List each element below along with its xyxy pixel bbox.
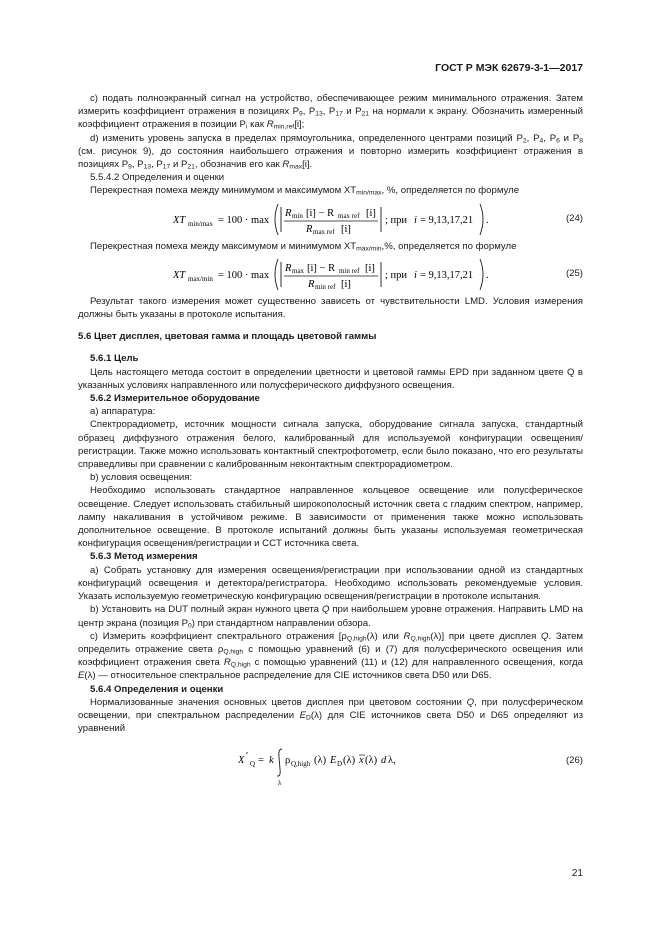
svg-text:Q: Q	[250, 760, 256, 769]
svg-text:min/max: min/max	[188, 219, 213, 228]
paragraph-illumination: Необходимо использовать стандартное направленное кольцевое освещение или полусферическое освещение. Следует использовать стабильный широкополосный источник света с гладким спектром, например, лампу накаливания в устойчивом режиме. В зависимости от применения также можно использовать дополнительное освещение. В протоколе испытаний должны быть указаны используемая геометрическая конфигурация освещения/регистрации и CCT источника света.	[78, 485, 583, 550]
svg-text:R: R	[285, 207, 292, 219]
svg-text:= 100 · max: = 100 · max	[218, 269, 270, 281]
svg-text:; при: ; при	[385, 269, 408, 281]
svg-text:[i] − R: [i] − R	[307, 262, 336, 274]
svg-text:max/min: max/min	[188, 274, 213, 283]
document-header: ГОСТ Р МЭК 62679-3-1—2017	[435, 62, 583, 74]
svg-text:(λ): (λ)	[365, 755, 378, 767]
svg-text:max: max	[292, 266, 305, 275]
svg-text:= 9,13,17,21: = 9,13,17,21	[420, 214, 474, 226]
svg-text:[i]: [i]	[365, 262, 375, 274]
svg-text:(λ): (λ)	[314, 755, 327, 767]
equation-number-24: (24)	[565, 212, 583, 224]
formula-25-expression	[78, 253, 583, 295]
svg-text:(λ): (λ)	[343, 755, 356, 767]
svg-text:[i]: [i]	[341, 223, 351, 235]
heading-5-6-1: 5.6.1 Цель	[90, 353, 139, 365]
item-a-apparatus: а) аппаратура:	[90, 406, 156, 418]
paragraph-5-6-1: Цель настоящего метода состоит в определении цветности и цветовой гаммы EPD при заданном цвете Q в указанных условиях направленного или полусферического диффузного освещения.	[78, 366, 583, 391]
svg-text:[i] − R: [i] − R	[306, 207, 335, 219]
svg-text:.: .	[486, 214, 489, 226]
svg-text:R: R	[308, 278, 315, 290]
equation-number-26: (26)	[565, 755, 583, 767]
method-c: с) Измерить коэффициент спектрального отражения [$\rho_{Q,high}(\lambda)$ или $R_{Q,high}(\lambda)$] при цвете дисплея Q. Затем определить отражение света $\rho_{Q,high}$ с помощью уравнений (6) и (7) для полусферического освещения или коэффициент отражения света $R_{Q,high}$ с помощью уравнений (11) и (12) для направленного освещения, когда E(λ) — относительное спектральное распределение для CIE источников света D50 или D65.	[78, 630, 584, 682]
svg-text:X: X	[238, 755, 245, 767]
section-5542: 5.5.4.2 Определения и оценки	[90, 172, 225, 184]
svg-text:x: x	[359, 755, 364, 767]
heading-5-6: 5.6 Цвет дисплея, цветовая гамма и площадь цветовой гаммы	[78, 331, 377, 343]
svg-text:[i]: [i]	[366, 207, 376, 219]
formula-25	[78, 253, 583, 295]
svg-text:min ref: min ref	[315, 282, 336, 291]
svg-text:λ: λ	[278, 779, 282, 788]
svg-text:max ref: max ref	[313, 227, 335, 236]
formula-26	[78, 735, 583, 787]
svg-text:': '	[246, 751, 248, 763]
svg-text:min: min	[292, 211, 303, 220]
formula-24-expression	[78, 198, 583, 240]
svg-text:R: R	[285, 262, 292, 274]
page-content	[78, 92, 583, 787]
heading-5-6-2: 5.6.2 Измерительное оборудование	[90, 393, 260, 405]
svg-text:λ,: λ,	[388, 755, 396, 767]
svg-text:.: .	[486, 269, 489, 281]
svg-text:d: d	[381, 755, 387, 767]
method-b: b) Установить на DUT полный экран нужного цвета Q при наибольшем уровне отражения. Направить LMD на центр экрана (позиция $P_0$) при стандартном направлении обзора.	[78, 604, 583, 630]
svg-text:; при: ; при	[385, 214, 408, 226]
method-a: а) Собрать установку для измерения освещения/регистрации при использовании одной из стандартных конфигураций освещения и детектора/регистратора. Необходимо использовать рекомендуемые условия. Указать используемую геометрическую конфигурацию освещения/регистрации в протоколе испытания.	[78, 564, 583, 603]
svg-text:min ref: min ref	[339, 266, 360, 275]
svg-text:R: R	[306, 223, 313, 235]
equation-number-25: (25)	[565, 267, 583, 279]
svg-text:ρ: ρ	[285, 755, 291, 767]
heading-5-6-3: 5.6.3 Метод измерения	[90, 551, 198, 563]
paragraph-d: d) изменить уровень запуска в пределах прямоугольника, определенного центрами позиций $P_2$, $P_4$, $P_6$ и $P_8$ (см. рисунок 9), до состояния наибольшего отражения и повторно измерить коэффициент отражения в позициях $P_9$, $P_{13}$, $P_{17}$ и $P_{21}$, обозначив его как $R_{max}[i]$.	[78, 132, 583, 171]
xt1-intro: Перекрестная помеха между минимумом и максимумом $XT_{min/max}$, %, определяется по формуле	[90, 185, 520, 198]
paragraph-5-6-4: Нормализованные значения основных цветов дисплея при цветовом состоянии Q, при полусферическом освещении, при спектральном распределении $E_D(\lambda)$ для CIE источников света D50 и D65 определяют из уравнений	[78, 696, 583, 735]
result-paragraph: Результат такого измерения может существенно зависеть от чувствительности LMD. Условия измерения должны быть указаны в протоколе испытания.	[78, 295, 583, 321]
svg-text:Q,high: Q,high	[291, 760, 311, 769]
item-b-illumination: b) условия освещения:	[90, 472, 193, 484]
svg-text:= 9,13,17,21: = 9,13,17,21	[420, 269, 474, 281]
svg-text:= 100 · max: = 100 · max	[218, 214, 270, 226]
svg-text:i: i	[414, 269, 417, 281]
svg-text:XT: XT	[173, 269, 186, 281]
svg-text:max ref: max ref	[338, 211, 360, 220]
paragraph-apparatus: Спектрорадиометр, источник мощности сигнала запуска, оборудование сигнала запуска, стандартный образец диффузного отражения белого, калиброванный для используемой конфигурации освещения/регистрации. Также можно использовать контактный спектрофотометр, если было показано, что его результаты справедливы при сравнении с калиброванным неконтактным спектрорадиометром.	[78, 419, 583, 471]
page-number: 21	[571, 868, 583, 879]
svg-text:=: =	[258, 755, 264, 767]
paragraph-c: с) подать полноэкранный сигнал на устройство, обеспечивающее режим минимального отражения. Затем измерить коэффициент отражения в позициях $P_9$, $P_{13}$, $P_{17}$ и $P_{21}$ на нормали к экрану. Обозначить измеренный коэффициент отражения в позиции $P_i$ как $R_{min,ref}[i]$;	[78, 93, 584, 132]
svg-text:D: D	[337, 760, 343, 769]
heading-5-6-4: 5.6.4 Определения и оценки	[90, 683, 224, 695]
formula-24	[78, 198, 583, 240]
svg-text:k: k	[269, 755, 274, 767]
xt2-intro: Перекрестная помеха между максимумом и минимумом $XT_{max/min},\%$, определяется по формуле	[90, 240, 517, 253]
svg-text:XT: XT	[173, 214, 186, 226]
svg-text:i: i	[414, 214, 417, 226]
formula-26-expression	[78, 735, 583, 787]
svg-text:E: E	[330, 755, 337, 767]
svg-text:[i]: [i]	[341, 278, 351, 290]
